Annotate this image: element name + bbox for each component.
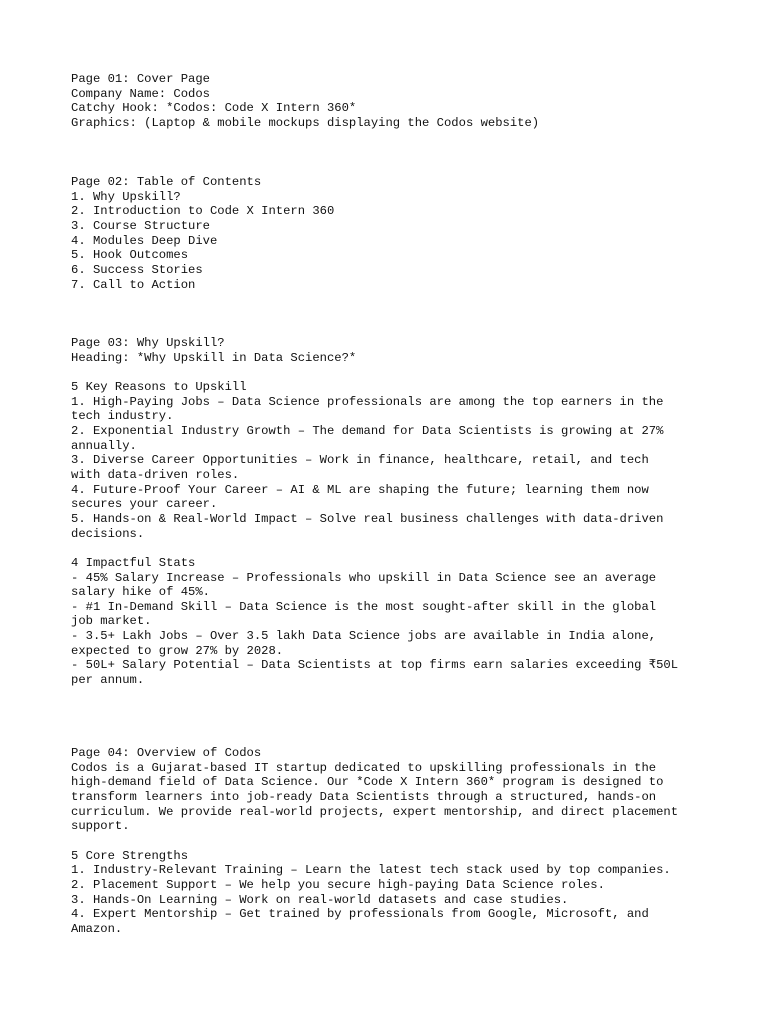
text-line: 3. Hands-On Learning – Work on real-world datasets and case studies. [71, 892, 569, 907]
text-line: with data-driven roles. [71, 467, 240, 482]
text-line: 4. Future-Proof Your Career – AI & ML are shaping the future; learning them now [71, 482, 649, 497]
text-line: expected to grow 27% by 2028. [71, 643, 284, 658]
text-line: 7. Call to Action [71, 277, 196, 292]
text-line: transform learners into job-ready Data Scientists through a structured, hands-on [71, 789, 657, 804]
section-page04 [71, 746, 678, 937]
text-line: 4. Expert Mentorship – Get trained by professionals from Google, Microsoft, and [71, 907, 649, 922]
text-line: Company Name: Codos [71, 86, 210, 101]
text-line: 5 Key Reasons to Upskill [71, 379, 247, 394]
text-line: 2. Introduction to Code X Intern 360 [71, 204, 335, 219]
text-line: 1. Why Upskill? [71, 189, 181, 204]
text-line: Page 03: Why Upskill? [71, 336, 225, 350]
section-page01 [71, 72, 539, 131]
text-line: job market. [71, 614, 152, 629]
text-line: per annum. [71, 673, 145, 688]
text-line: high-demand field of Data Science. Our *Code X Intern 360* program is designed to [71, 775, 664, 790]
text-line: 1. Industry-Relevant Training – Learn the latest tech stack used by top companies. [71, 863, 671, 878]
section-page03 [71, 336, 678, 688]
text-line: support. [71, 819, 130, 834]
text-line [71, 834, 678, 849]
text-line: 5. Hands-on & Real-World Impact – Solve real business challenges with data-driven [71, 511, 664, 526]
text-line: curriculum. We provide real-world projects, expert mentorship, and direct placement [71, 804, 679, 819]
text-line: Page 02: Table of Contents [71, 175, 262, 189]
text-line: Heading: *Why Upskill in Data Science?* [71, 350, 357, 365]
text-line: - 3.5+ Lakh Jobs – Over 3.5 lakh Data Science jobs are available in India alone, [71, 629, 657, 644]
text-line: salary hike of 45%. [71, 585, 210, 600]
text-line: tech industry. [71, 409, 174, 424]
text-line: 3. Diverse Career Opportunities – Work in finance, healthcare, retail, and tech [71, 453, 649, 468]
text-line: secures your career. [71, 497, 218, 512]
text-line: 1. High-Paying Jobs – Data Science professionals are among the top earners in the [71, 394, 664, 409]
text-line: Page 01: Cover Page [71, 72, 210, 86]
text-line: 5. Hook Outcomes [71, 248, 189, 263]
text-line: - #1 In-Demand Skill – Data Science is the most sought-after skill in the global [71, 599, 657, 614]
text-line [71, 365, 678, 380]
text-line: - 45% Salary Increase – Professionals who upskill in Data Science see an average [71, 570, 657, 585]
text-line: Amazon. [71, 921, 123, 936]
section-page02 [71, 175, 334, 292]
text-line: - 50L+ Salary Potential – Data Scientists at top firms earn salaries exceeding ₹50L [71, 658, 679, 673]
text-line: 3. Course Structure [71, 218, 210, 233]
text-line: decisions. [71, 526, 145, 541]
text-line: 6. Success Stories [71, 262, 203, 277]
text-line: 2. Placement Support – We help you secure high-paying Data Science roles. [71, 877, 605, 892]
text-line [71, 541, 678, 556]
text-line: 4 Impactful Stats [71, 555, 196, 570]
text-line: annually. [71, 438, 137, 453]
text-line: 5 Core Strengths [71, 848, 189, 863]
text-line: Page 04: Overview of Codos [71, 746, 262, 760]
text-line: 2. Exponential Industry Growth – The demand for Data Scientists is growing at 27% [71, 423, 664, 438]
text-line: Graphics: (Laptop & mobile mockups displaying the Codos website) [71, 115, 540, 130]
text-line: 4. Modules Deep Dive [71, 233, 218, 248]
text-line: Codos is a Gujarat-based IT startup dedicated to upskilling professionals in the [71, 760, 657, 775]
text-line: Catchy Hook: *Codos: Code X Intern 360* [71, 101, 357, 116]
